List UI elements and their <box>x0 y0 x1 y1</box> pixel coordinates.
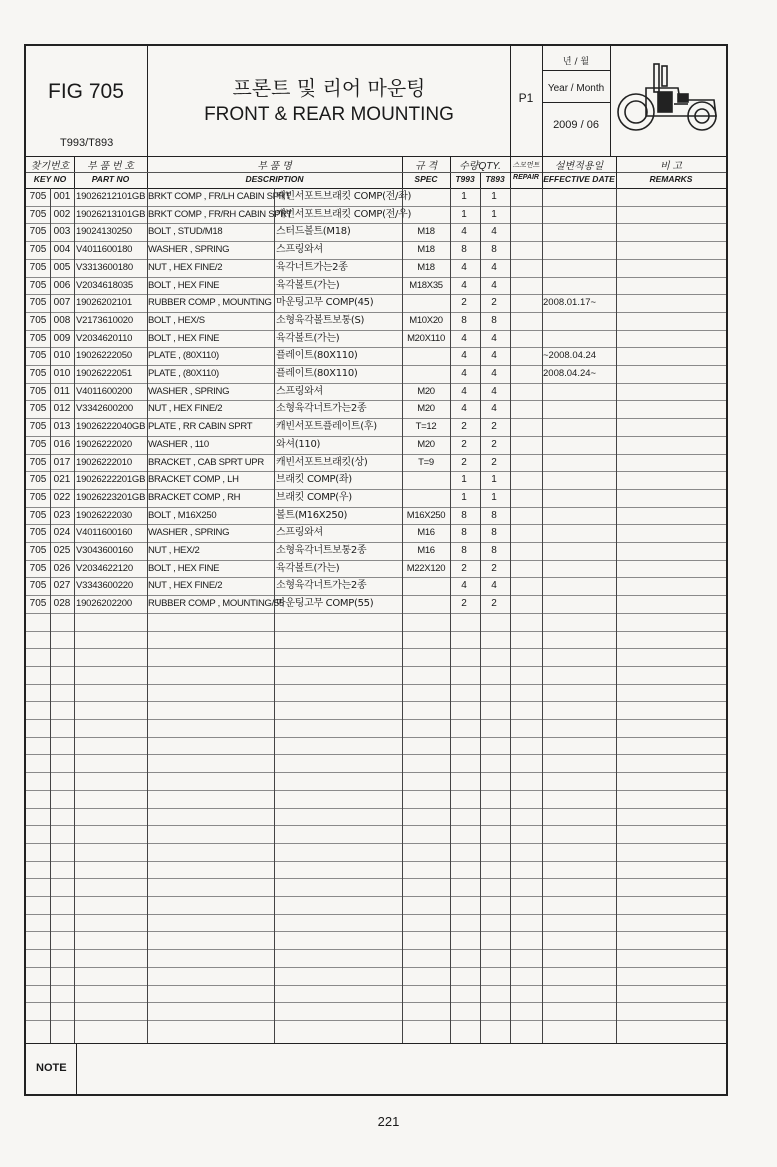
cell-desc: BOLT , HEX/S <box>148 314 205 326</box>
cell-fig: 705 <box>29 580 47 592</box>
cell-desc-ko: 캐빈서포트플레이트(후) <box>276 421 377 433</box>
cell-desc: NUT , HEX FINE/2 <box>148 403 223 415</box>
cell-desc: WASHER , 110 <box>148 438 209 450</box>
col-repair-en: REPAIR <box>513 174 539 181</box>
cell-key: 026 <box>53 562 71 574</box>
cell-key: 002 <box>53 208 71 220</box>
cell-fig: 705 <box>29 350 47 362</box>
cell-spec: M22X120 <box>406 562 446 574</box>
cell-key: 008 <box>53 314 71 326</box>
col-spec-ko: 규 격 <box>414 161 438 172</box>
parts-list-frame <box>24 44 728 1096</box>
cell-q1: 8 <box>461 545 467 556</box>
cell-q1: 2 <box>461 562 467 574</box>
cell-spec: T=9 <box>418 456 434 468</box>
cell-part: V3043600160 <box>76 545 133 556</box>
col-qty-t993: T993 <box>455 174 475 184</box>
cell-fig: 705 <box>29 598 47 610</box>
cell-spec: M18 <box>417 244 435 256</box>
cell-desc: BOLT , STUD/M18 <box>148 226 223 238</box>
column-headers <box>26 156 726 189</box>
cell-spec: M20 <box>417 438 435 450</box>
title-korean: 프론트 및 리어 마운팅 <box>232 76 426 100</box>
cell-part: V3342600200 <box>76 403 133 415</box>
cell-spec: T=12 <box>415 421 437 433</box>
cell-desc-ko: 소형육각너트가는2종 <box>276 403 367 415</box>
cell-desc: BOLT , HEX FINE <box>148 562 220 574</box>
cell-part: 19026222040GB <box>76 421 146 433</box>
col-repair-ko: 스모먼트 <box>512 162 540 169</box>
cell-key: 005 <box>53 261 71 273</box>
cell-key: 011 <box>54 385 70 397</box>
cell-part: 19026212101GB <box>76 191 146 202</box>
cell-q2: 2 <box>491 421 497 433</box>
title-english: FRONT & REAR MOUNTING <box>204 104 454 125</box>
col-key-en: KEY NO <box>33 174 67 184</box>
col-qty-ko: 수량QTY. <box>459 161 501 172</box>
table-row <box>26 223 726 241</box>
col-effective-en: EFFECTIVE DATE <box>543 174 615 184</box>
model-label: T993/T893 <box>60 137 114 149</box>
col-qty-t893: T893 <box>485 174 505 184</box>
cell-q1: 8 <box>461 244 467 256</box>
cell-q2: 2 <box>491 562 497 574</box>
cell-spec: M16X250 <box>406 509 446 521</box>
table-row <box>26 595 726 613</box>
cell-q2: 4 <box>491 261 497 273</box>
table-row <box>26 560 726 578</box>
cell-part: 19026222010 <box>76 456 132 468</box>
cell-q1: 4 <box>461 279 467 291</box>
cell-q2: 8 <box>491 545 497 556</box>
cell-q2: 4 <box>491 368 497 379</box>
cell-desc: BRACKET , CAB SPRT UPR <box>148 456 264 468</box>
cell-q2: 2 <box>491 297 497 309</box>
cell-fig: 705 <box>29 261 47 273</box>
table-row <box>26 507 726 525</box>
cell-desc-ko: 소형육각볼트보통(S) <box>276 314 365 326</box>
cell-key: 021 <box>53 474 71 486</box>
cell-key: 001 <box>53 191 71 202</box>
cell-part: 19026223201GB <box>76 491 146 503</box>
table-row <box>26 241 726 259</box>
table-row <box>26 471 726 489</box>
cell-eff: 2008.04.24~ <box>543 368 597 379</box>
table-row <box>26 418 726 436</box>
cell-fig: 705 <box>29 403 47 415</box>
cell-fig: 705 <box>29 297 47 309</box>
cell-q2: 4 <box>491 332 497 344</box>
cell-q2: 1 <box>491 474 497 486</box>
cell-fig: 705 <box>29 491 47 503</box>
cell-q1: 4 <box>461 350 467 362</box>
cell-desc: RUBBER COMP , MOUNTING <box>148 297 272 309</box>
cell-q2: 2 <box>491 456 497 468</box>
col-spec-en: SPEC <box>414 174 438 184</box>
table-row <box>26 277 726 295</box>
cell-key: 028 <box>53 598 71 610</box>
cell-key: 027 <box>53 580 71 592</box>
note-label: NOTE <box>36 1062 67 1074</box>
cell-desc-ko: 마운팅고무 COMP(55) <box>276 598 374 610</box>
table-row <box>26 330 726 348</box>
cell-desc-ko: 브래킷 COMP(우) <box>276 491 352 503</box>
cell-desc: BOLT , HEX FINE <box>148 332 220 344</box>
page-number: 221 <box>377 1114 400 1129</box>
cell-q2: 4 <box>491 350 497 362</box>
cell-spec: M10X20 <box>409 314 443 326</box>
cell-desc-ko: 육각너트가는2종 <box>276 261 348 273</box>
cell-fig: 705 <box>29 562 47 574</box>
cell-key: 022 <box>53 491 71 503</box>
cell-fig: 705 <box>29 244 47 256</box>
cell-spec: M18X35 <box>409 279 443 291</box>
cell-spec: M20 <box>417 385 435 397</box>
cell-key: 016 <box>53 438 71 450</box>
cell-desc-ko: 플레이트(80X110) <box>276 350 358 362</box>
header-block <box>26 46 726 157</box>
cell-q1: 4 <box>461 226 467 238</box>
cell-fig: 705 <box>29 438 47 450</box>
cell-q1: 2 <box>461 421 467 433</box>
cell-fig: 705 <box>29 527 47 539</box>
year-month-value: 2009 / 06 <box>553 119 599 131</box>
cell-desc-ko: 브래킷 COMP(좌) <box>276 474 352 486</box>
col-desc-ko: 부 품 명 <box>257 161 292 172</box>
cell-part: 19026222050 <box>76 350 132 362</box>
col-remarks-ko: 비 고 <box>659 161 683 172</box>
cell-q2: 4 <box>491 226 497 238</box>
year-month-label: Year / Month <box>547 83 605 94</box>
tractor-icon <box>616 54 720 140</box>
table-row <box>26 577 726 595</box>
cell-desc: WASHER , SPRING <box>148 527 230 539</box>
table-row <box>26 188 726 206</box>
cell-part: 19026222030 <box>76 509 132 521</box>
page-id: P1 <box>518 91 534 105</box>
cell-desc-ko: 육각볼트(가는) <box>276 332 340 344</box>
cell-desc-ko: 스터드볼트(M18) <box>276 226 351 238</box>
cell-fig: 705 <box>29 545 47 556</box>
cell-q2: 1 <box>491 191 497 202</box>
cell-desc-ko: 스프링와셔 <box>276 244 323 256</box>
cell-part: V3343600220 <box>76 580 133 592</box>
cell-fig: 705 <box>29 456 47 468</box>
note-section <box>26 1043 726 1095</box>
cell-fig: 705 <box>29 191 47 202</box>
cell-q2: 8 <box>491 527 497 539</box>
cell-part: 19026222020 <box>76 438 132 450</box>
cell-part: V4011600160 <box>76 527 133 539</box>
cell-desc-ko: 육각볼트(가는) <box>276 279 340 291</box>
cell-spec: M16 <box>417 545 435 556</box>
cell-key: 013 <box>53 421 71 433</box>
cell-key: 004 <box>53 244 71 256</box>
cell-key: 023 <box>53 509 71 521</box>
cell-q2: 8 <box>491 314 497 326</box>
cell-spec: M20 <box>417 403 435 415</box>
table-row <box>26 542 726 560</box>
table-row <box>26 312 726 330</box>
table-row <box>26 454 726 472</box>
table-row <box>26 259 726 277</box>
cell-q1: 1 <box>461 474 467 486</box>
cell-q1: 8 <box>461 527 467 539</box>
cell-part: V4011600200 <box>76 385 133 397</box>
cell-fig: 705 <box>29 421 47 433</box>
col-key-ko: 찾기번호 <box>30 161 70 172</box>
cell-desc: BOLT , M16X250 <box>148 509 217 521</box>
cell-eff: ~2008.04.24 <box>543 350 597 362</box>
cell-fig: 705 <box>29 332 47 344</box>
cell-desc: PLATE , RR CABIN SPRT <box>148 421 253 433</box>
cell-spec: M20X110 <box>407 332 445 344</box>
cell-desc-ko: 볼트(M16X250) <box>276 509 348 521</box>
fig-number: FIG 705 <box>48 80 124 103</box>
cell-q2: 1 <box>491 491 497 503</box>
cell-q2: 8 <box>491 509 497 521</box>
cell-desc-ko: 스프링와셔 <box>276 527 323 539</box>
cell-part: V2034622120 <box>76 562 133 574</box>
cell-q2: 2 <box>491 598 497 610</box>
cell-fig: 705 <box>29 314 47 326</box>
cell-q2: 8 <box>491 244 497 256</box>
cell-fig: 705 <box>29 368 47 379</box>
cell-part: 19026202200 <box>76 598 132 610</box>
cell-q1: 2 <box>461 438 467 450</box>
cell-desc: NUT , HEX FINE/2 <box>148 580 223 592</box>
cell-q2: 4 <box>491 403 497 415</box>
cell-key: 012 <box>53 403 71 415</box>
cell-q2: 1 <box>491 208 497 220</box>
cell-q2: 4 <box>491 279 497 291</box>
cell-q1: 2 <box>461 598 467 610</box>
cell-desc: BRKT COMP , FR/LH CABIN SPRT <box>148 191 291 202</box>
cell-q1: 2 <box>461 297 467 309</box>
cell-desc-ko: 소형육각너트보통2종 <box>276 545 367 556</box>
cell-part: 19026202101 <box>76 297 132 309</box>
cell-key: 010 <box>53 350 71 362</box>
cell-desc: RUBBER COMP , MOUNTING/55 <box>148 598 284 610</box>
cell-q1: 8 <box>461 314 467 326</box>
cell-q1: 1 <box>461 191 467 202</box>
cell-part: 19024130250 <box>76 226 132 238</box>
col-desc-en: DESCRIPTION <box>245 174 304 184</box>
cell-desc: WASHER , SPRING <box>148 385 230 397</box>
cell-q1: 4 <box>461 403 467 415</box>
table-row <box>26 206 726 224</box>
cell-desc: BOLT , HEX FINE <box>148 279 220 291</box>
cell-part: 19026213101GB <box>76 208 146 220</box>
col-effective-ko: 설변적용일 <box>554 161 604 172</box>
cell-key: 024 <box>53 527 71 539</box>
table-row <box>26 489 726 507</box>
cell-desc-ko: 소형육각너트가는2종 <box>276 580 367 592</box>
col-remarks-en: REMARKS <box>649 174 693 184</box>
cell-q1: 4 <box>461 580 467 592</box>
cell-desc-ko: 육각볼트(가는) <box>276 562 340 574</box>
cell-part: V4011600180 <box>76 244 133 256</box>
cell-key: 017 <box>53 456 71 468</box>
cell-q1: 8 <box>461 509 467 521</box>
cell-spec: M18 <box>417 261 435 273</box>
cell-q1: 1 <box>461 491 467 503</box>
cell-part: V3313600180 <box>76 261 133 273</box>
cell-desc-ko: 캐빈서포트브래킷 COMP(전/좌) <box>276 191 412 202</box>
cell-fig: 705 <box>29 474 47 486</box>
cell-key: 007 <box>53 297 71 309</box>
cell-desc: PLATE , (80X110) <box>148 350 219 362</box>
cell-part: V2034620110 <box>76 332 133 344</box>
table-row <box>26 347 726 365</box>
cell-key: 009 <box>53 332 71 344</box>
table-row <box>26 383 726 401</box>
parts-table <box>26 188 726 1043</box>
cell-spec: M18 <box>417 226 435 238</box>
cell-desc-ko: 와셔(110) <box>276 438 321 450</box>
cell-desc: PLATE , (80X110) <box>148 368 219 379</box>
cell-fig: 705 <box>29 279 47 291</box>
table-row <box>26 400 726 418</box>
table-row <box>26 436 726 454</box>
cell-part: 19026222201GB <box>76 474 146 486</box>
cell-spec: M16 <box>417 527 435 539</box>
cell-key: 025 <box>53 545 71 556</box>
cell-desc-ko: 마운팅고무 COMP(45) <box>276 297 374 309</box>
cell-q2: 4 <box>491 580 497 592</box>
cell-part: V2034618035 <box>76 279 133 291</box>
cell-desc: BRKT COMP , FR/RH CABIN SPRT <box>148 208 293 220</box>
cell-desc: BRACKET COMP , RH <box>148 491 241 503</box>
cell-fig: 705 <box>29 509 47 521</box>
cell-desc: NUT , HEX/2 <box>148 545 200 556</box>
cell-part: V2173610020 <box>76 314 133 326</box>
cell-q1: 4 <box>461 385 467 397</box>
cell-key: 003 <box>53 226 71 238</box>
cell-q1: 2 <box>461 456 467 468</box>
cell-desc: BRACKET COMP , LH <box>148 474 239 486</box>
cell-fig: 705 <box>29 385 47 397</box>
year-month-korean: 년 / 월 <box>562 57 590 67</box>
cell-desc-ko: 캐빈서포트브래킷 COMP(전/우) <box>276 208 412 220</box>
cell-fig: 705 <box>29 226 47 238</box>
cell-q1: 4 <box>461 332 467 344</box>
cell-q1: 4 <box>461 261 467 273</box>
cell-part: 19026222051 <box>76 368 132 379</box>
cell-desc-ko: 스프링와셔 <box>276 385 323 397</box>
cell-desc-ko: 플레이트(80X110) <box>276 368 358 379</box>
cell-q2: 4 <box>491 385 497 397</box>
table-row <box>26 524 726 542</box>
cell-fig: 705 <box>29 208 47 220</box>
cell-desc-ko: 캐빈서포트브래킷(상) <box>276 456 368 468</box>
cell-q1: 1 <box>461 208 467 220</box>
col-part-ko: 부 품 번 호 <box>87 161 134 172</box>
cell-eff: 2008.01.17~ <box>543 297 597 309</box>
cell-desc: NUT , HEX FINE/2 <box>148 261 223 273</box>
cell-q2: 2 <box>491 438 497 450</box>
col-part-en: PART NO <box>91 174 130 184</box>
cell-desc: WASHER , SPRING <box>148 244 230 256</box>
table-row <box>26 294 726 312</box>
cell-key: 006 <box>53 279 71 291</box>
cell-q1: 4 <box>461 368 467 379</box>
table-row <box>26 365 726 383</box>
cell-key: 010 <box>53 368 71 379</box>
